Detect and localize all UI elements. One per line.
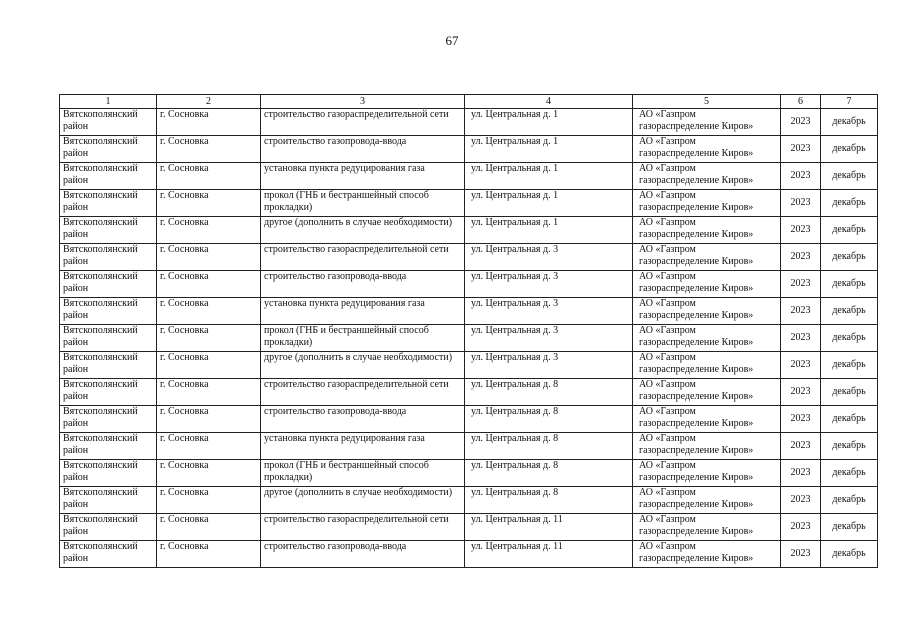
locality-cell: г. Сосновка [157, 433, 261, 460]
work-type-cell: строительство газопровода-ввода [261, 541, 465, 568]
month-cell: декабрь [821, 109, 878, 136]
year-cell: 2023 [781, 352, 821, 379]
column-header: 3 [261, 95, 465, 109]
district-cell: Вятскополянский район [60, 487, 157, 514]
address-cell: ул. Центральная д. 8 [465, 379, 633, 406]
address-cell: ул. Центральная д. 1 [465, 190, 633, 217]
address-cell: ул. Центральная д. 3 [465, 244, 633, 271]
address-cell: ул. Центральная д. 3 [465, 271, 633, 298]
address-cell: ул. Центральная д. 8 [465, 487, 633, 514]
table-row [60, 163, 878, 190]
organization-cell: АО «Газпром газораспределение Киров» [633, 514, 781, 541]
year-cell: 2023 [781, 217, 821, 244]
table-row [60, 487, 878, 514]
locality-cell: г. Сосновка [157, 109, 261, 136]
locality-cell: г. Сосновка [157, 163, 261, 190]
work-type-cell: строительство газораспределительной сети [261, 514, 465, 541]
year-cell: 2023 [781, 109, 821, 136]
locality-cell: г. Сосновка [157, 271, 261, 298]
organization-cell: АО «Газпром газораспределение Киров» [633, 271, 781, 298]
work-type-cell: установка пункта редуцирования газа [261, 163, 465, 190]
table-row [60, 244, 878, 271]
organization-cell: АО «Газпром газораспределение Киров» [633, 460, 781, 487]
district-cell: Вятскополянский район [60, 271, 157, 298]
month-cell: декабрь [821, 217, 878, 244]
district-cell: Вятскополянский район [60, 136, 157, 163]
work-type-cell: строительство газораспределительной сети [261, 379, 465, 406]
work-type-cell: строительство газопровода-ввода [261, 406, 465, 433]
work-type-cell: прокол (ГНБ и бестраншейный способ прокладки) [261, 460, 465, 487]
district-cell: Вятскополянский район [60, 406, 157, 433]
organization-cell: АО «Газпром газораспределение Киров» [633, 298, 781, 325]
column-header: 2 [157, 95, 261, 109]
organization-cell: АО «Газпром газораспределение Киров» [633, 541, 781, 568]
month-cell: декабрь [821, 460, 878, 487]
district-cell: Вятскополянский район [60, 541, 157, 568]
locality-cell: г. Сосновка [157, 514, 261, 541]
address-cell: ул. Центральная д. 11 [465, 514, 633, 541]
address-cell: ул. Центральная д. 8 [465, 460, 633, 487]
table-row [60, 325, 878, 352]
work-type-cell: другое (дополнить в случае необходимости) [261, 487, 465, 514]
month-cell: декабрь [821, 190, 878, 217]
year-cell: 2023 [781, 514, 821, 541]
locality-cell: г. Сосновка [157, 298, 261, 325]
work-type-cell: строительство газораспределительной сети [261, 244, 465, 271]
district-cell: Вятскополянский район [60, 298, 157, 325]
address-cell: ул. Центральная д. 8 [465, 433, 633, 460]
table-row [60, 541, 878, 568]
work-type-cell: установка пункта редуцирования газа [261, 298, 465, 325]
year-cell: 2023 [781, 244, 821, 271]
organization-cell: АО «Газпром газораспределение Киров» [633, 217, 781, 244]
work-type-cell: прокол (ГНБ и бестраншейный способ прокладки) [261, 190, 465, 217]
work-type-cell: строительство газопровода-ввода [261, 271, 465, 298]
locality-cell: г. Сосновка [157, 217, 261, 244]
month-cell: декабрь [821, 514, 878, 541]
locality-cell: г. Сосновка [157, 244, 261, 271]
column-header: 5 [633, 95, 781, 109]
address-cell: ул. Центральная д. 1 [465, 136, 633, 163]
organization-cell: АО «Газпром газораспределение Киров» [633, 487, 781, 514]
table-row [60, 271, 878, 298]
district-cell: Вятскополянский район [60, 352, 157, 379]
year-cell: 2023 [781, 325, 821, 352]
work-type-cell: строительство газораспределительной сети [261, 109, 465, 136]
locality-cell: г. Сосновка [157, 460, 261, 487]
year-cell: 2023 [781, 163, 821, 190]
organization-cell: АО «Газпром газораспределение Киров» [633, 244, 781, 271]
page-number: 67 [445, 33, 459, 48]
organization-cell: АО «Газпром газораспределение Киров» [633, 163, 781, 190]
district-cell: Вятскополянский район [60, 109, 157, 136]
organization-cell: АО «Газпром газораспределение Киров» [633, 325, 781, 352]
district-cell: Вятскополянский район [60, 325, 157, 352]
district-cell: Вятскополянский район [60, 460, 157, 487]
organization-cell: АО «Газпром газораспределение Киров» [633, 406, 781, 433]
work-type-cell: прокол (ГНБ и бестраншейный способ прокладки) [261, 325, 465, 352]
table-row [60, 406, 878, 433]
organization-cell: АО «Газпром газораспределение Киров» [633, 136, 781, 163]
address-cell: ул. Центральная д. 1 [465, 217, 633, 244]
year-cell: 2023 [781, 271, 821, 298]
district-cell: Вятскополянский район [60, 244, 157, 271]
year-cell: 2023 [781, 541, 821, 568]
locality-cell: г. Сосновка [157, 487, 261, 514]
month-cell: декабрь [821, 298, 878, 325]
column-header: 1 [60, 95, 157, 109]
year-cell: 2023 [781, 406, 821, 433]
month-cell: декабрь [821, 244, 878, 271]
column-header: 6 [781, 95, 821, 109]
table-body [60, 109, 878, 568]
work-type-cell: другое (дополнить в случае необходимости) [261, 352, 465, 379]
table-row [60, 217, 878, 244]
month-cell: декабрь [821, 487, 878, 514]
month-cell: декабрь [821, 325, 878, 352]
district-cell: Вятскополянский район [60, 190, 157, 217]
work-type-cell: другое (дополнить в случае необходимости) [261, 217, 465, 244]
district-cell: Вятскополянский район [60, 217, 157, 244]
work-type-cell: установка пункта редуцирования газа [261, 433, 465, 460]
month-cell: декабрь [821, 136, 878, 163]
organization-cell: АО «Газпром газораспределение Киров» [633, 190, 781, 217]
address-cell: ул. Центральная д. 1 [465, 109, 633, 136]
table-row [60, 109, 878, 136]
column-number-row [60, 95, 878, 109]
work-type-cell: строительство газопровода-ввода [261, 136, 465, 163]
month-cell: декабрь [821, 163, 878, 190]
table-row [60, 379, 878, 406]
address-cell: ул. Центральная д. 1 [465, 163, 633, 190]
locality-cell: г. Сосновка [157, 190, 261, 217]
district-cell: Вятскополянский район [60, 379, 157, 406]
table-row [60, 352, 878, 379]
organization-cell: АО «Газпром газораспределение Киров» [633, 352, 781, 379]
year-cell: 2023 [781, 190, 821, 217]
district-cell: Вятскополянский район [60, 433, 157, 460]
year-cell: 2023 [781, 460, 821, 487]
organization-cell: АО «Газпром газораспределение Киров» [633, 379, 781, 406]
column-header: 4 [465, 95, 633, 109]
table-row [60, 433, 878, 460]
organization-cell: АО «Газпром газораспределение Киров» [633, 433, 781, 460]
month-cell: декабрь [821, 433, 878, 460]
organization-cell: АО «Газпром газораспределение Киров» [633, 109, 781, 136]
table-row [60, 190, 878, 217]
month-cell: декабрь [821, 352, 878, 379]
address-cell: ул. Центральная д. 3 [465, 325, 633, 352]
table-row [60, 136, 878, 163]
locality-cell: г. Сосновка [157, 541, 261, 568]
year-cell: 2023 [781, 136, 821, 163]
table-row [60, 514, 878, 541]
table-row [60, 298, 878, 325]
locality-cell: г. Сосновка [157, 325, 261, 352]
column-header: 7 [821, 95, 878, 109]
locality-cell: г. Сосновка [157, 352, 261, 379]
month-cell: декабрь [821, 406, 878, 433]
table-row [60, 460, 878, 487]
year-cell: 2023 [781, 487, 821, 514]
month-cell: декабрь [821, 541, 878, 568]
district-cell: Вятскополянский район [60, 514, 157, 541]
district-cell: Вятскополянский район [60, 163, 157, 190]
data-table [59, 94, 878, 568]
year-cell: 2023 [781, 298, 821, 325]
locality-cell: г. Сосновка [157, 136, 261, 163]
year-cell: 2023 [781, 433, 821, 460]
address-cell: ул. Центральная д. 3 [465, 298, 633, 325]
locality-cell: г. Сосновка [157, 406, 261, 433]
year-cell: 2023 [781, 379, 821, 406]
month-cell: декабрь [821, 271, 878, 298]
address-cell: ул. Центральная д. 3 [465, 352, 633, 379]
locality-cell: г. Сосновка [157, 379, 261, 406]
address-cell: ул. Центральная д. 11 [465, 541, 633, 568]
address-cell: ул. Центральная д. 8 [465, 406, 633, 433]
month-cell: декабрь [821, 379, 878, 406]
